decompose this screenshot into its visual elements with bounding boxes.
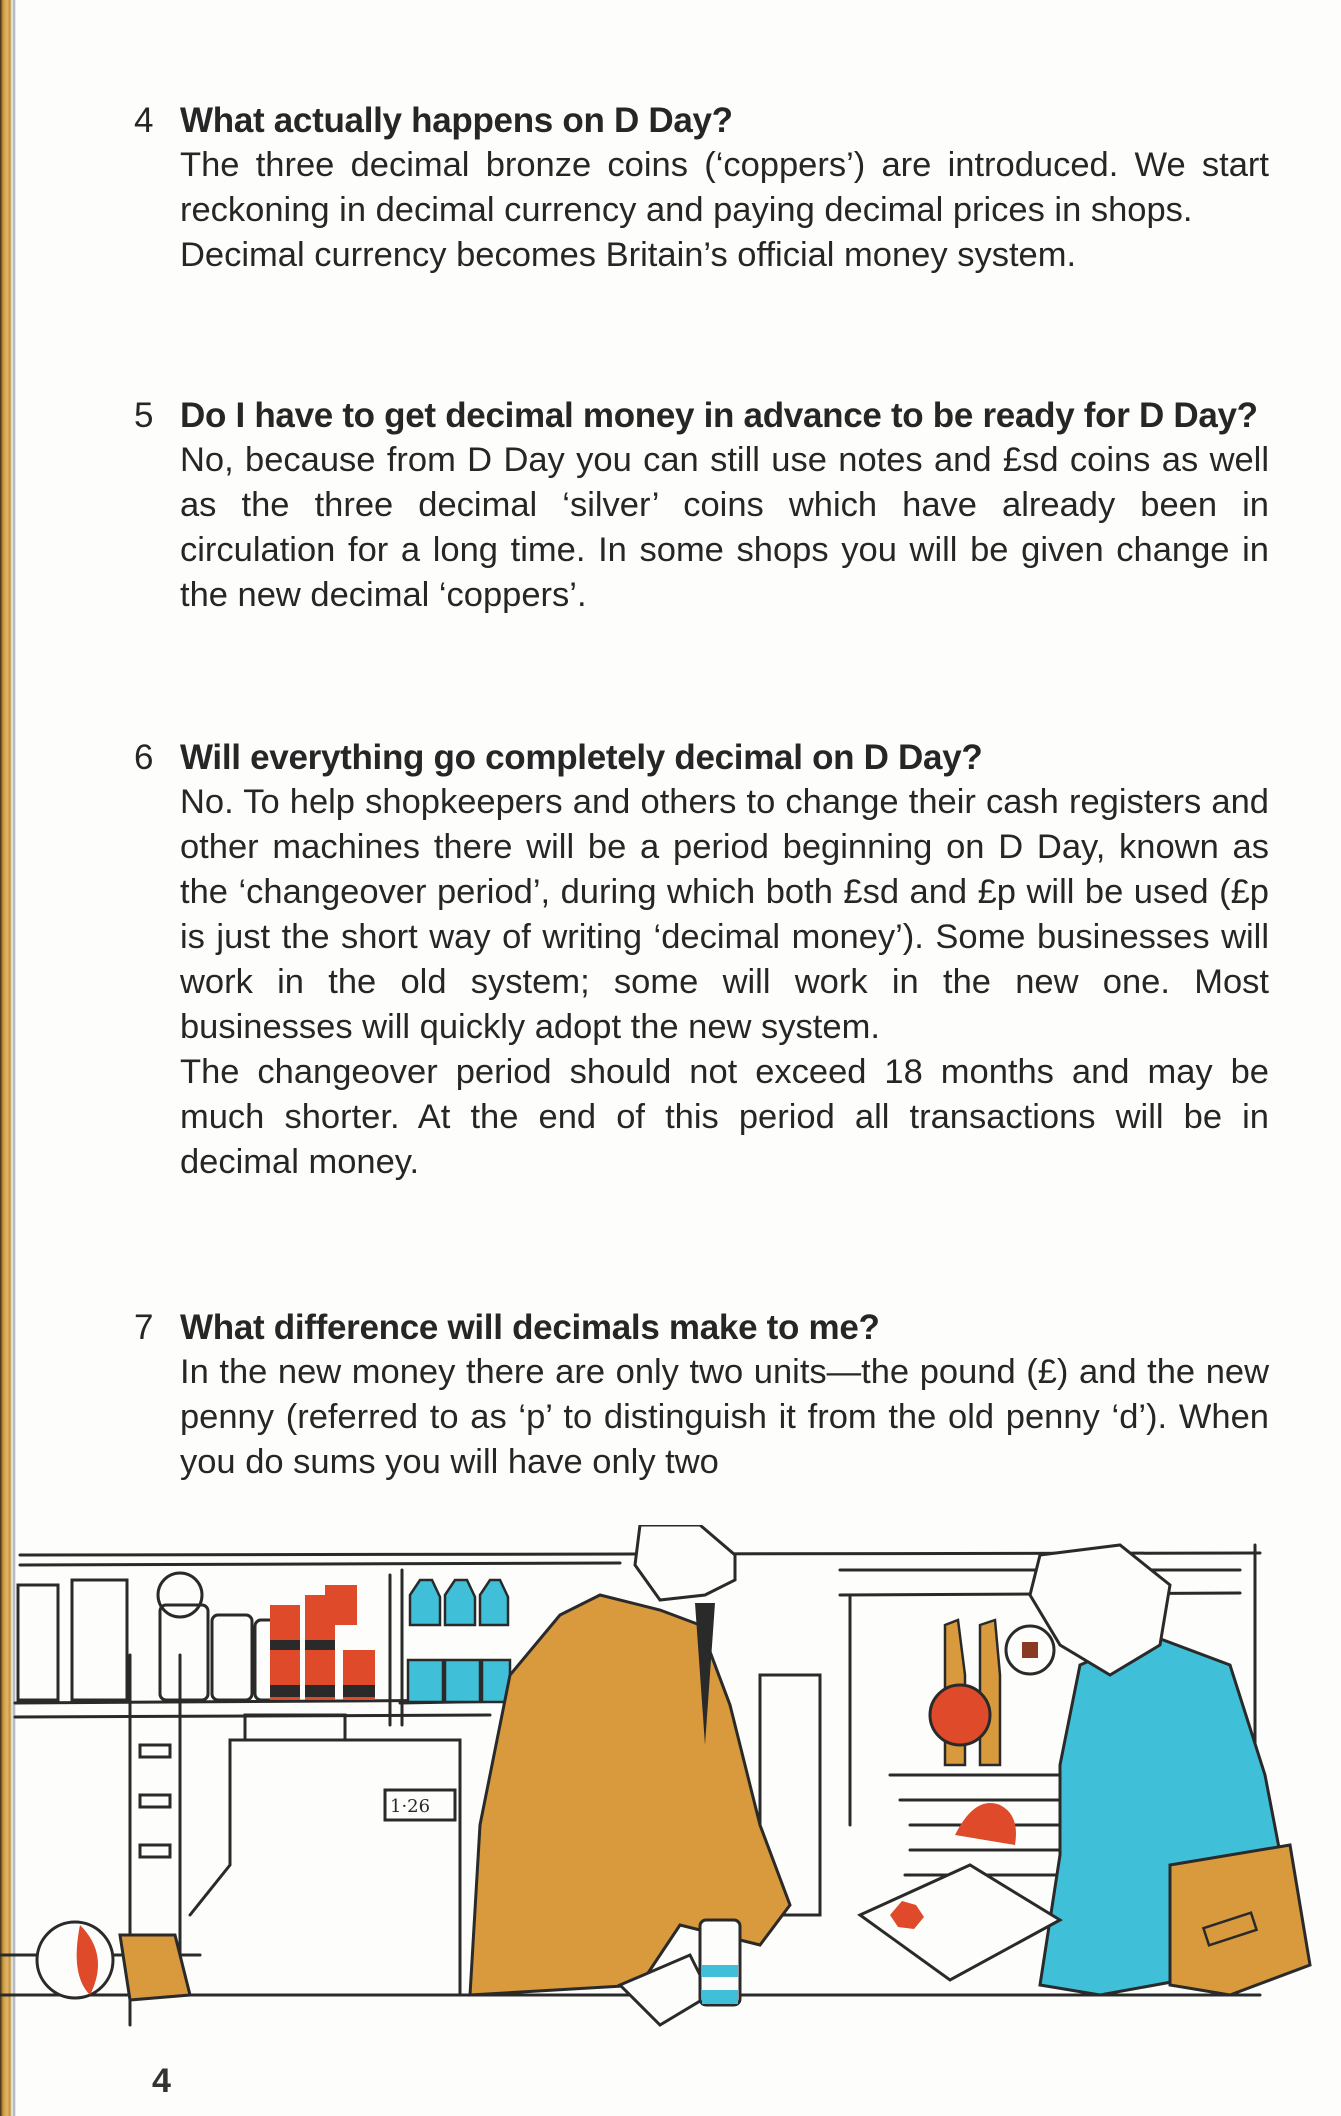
faq-section-6 xyxy=(134,735,1269,1185)
faq-section-4 xyxy=(134,98,1269,278)
answer-text xyxy=(180,143,1269,278)
answer-text xyxy=(180,780,1269,1185)
faq-section-5 xyxy=(134,393,1269,618)
shop-scene-illustration xyxy=(0,1525,1341,2045)
answer-paragraph: The three decimal bronze coins (‘coppers’) are introduced. We start reckoning in decimal currency and paying decimal prices in shops. xyxy=(180,146,1269,229)
question-heading: What actually happens on D Day? xyxy=(180,101,733,140)
answer-paragraph: Decimal currency becomes Britain’s official money system. xyxy=(180,236,1077,274)
answer-text xyxy=(180,438,1269,618)
question-number: 5 xyxy=(134,396,154,435)
answer-paragraph: No. To help shopkeepers and others to change their cash registers and other machines there will be a period beginning on D Day, known as the ‘changeover period’, during which both £sd and £p will be used (£p is just the short way of writing ‘decimal money’). Some businesses will work in the old system; some will work in the new one. Most businesses will quickly adopt the new system. xyxy=(180,783,1269,1046)
answer-paragraph: The changeover period should not exceed 18 months and may be much shorter. At the end of this period all transactions will be in decimal money. xyxy=(180,1053,1269,1181)
question-number: 7 xyxy=(134,1308,154,1347)
answer-paragraph: No, because from D Day you can still use notes and £sd coins as well as the three decimal ‘silver’ coins which have already been in circulation for a long time. In some shops you will be given change in the new decimal ‘coppers’. xyxy=(180,441,1269,614)
question-heading: What difference will decimals make to me? xyxy=(180,1308,880,1347)
question-number: 4 xyxy=(134,101,154,140)
cash-register-display: 1·26 xyxy=(390,1796,431,1817)
question-heading: Will everything go completely decimal on D Day? xyxy=(180,738,983,777)
question-heading: Do I have to get decimal money in advance to be ready for D Day? xyxy=(180,396,1258,435)
faq-section-7 xyxy=(134,1305,1269,1485)
question-number: 6 xyxy=(134,738,154,777)
answer-text xyxy=(180,1350,1269,1485)
shopkeeper-figure xyxy=(470,1595,790,1995)
page-number: 4 xyxy=(152,2062,171,2100)
answer-paragraph: In the new money there are only two units—the pound (£) and the new penny (referred to as ‘p’ to distinguish it from the old penny ‘d’). When you do sums you will have only two xyxy=(180,1353,1269,1481)
